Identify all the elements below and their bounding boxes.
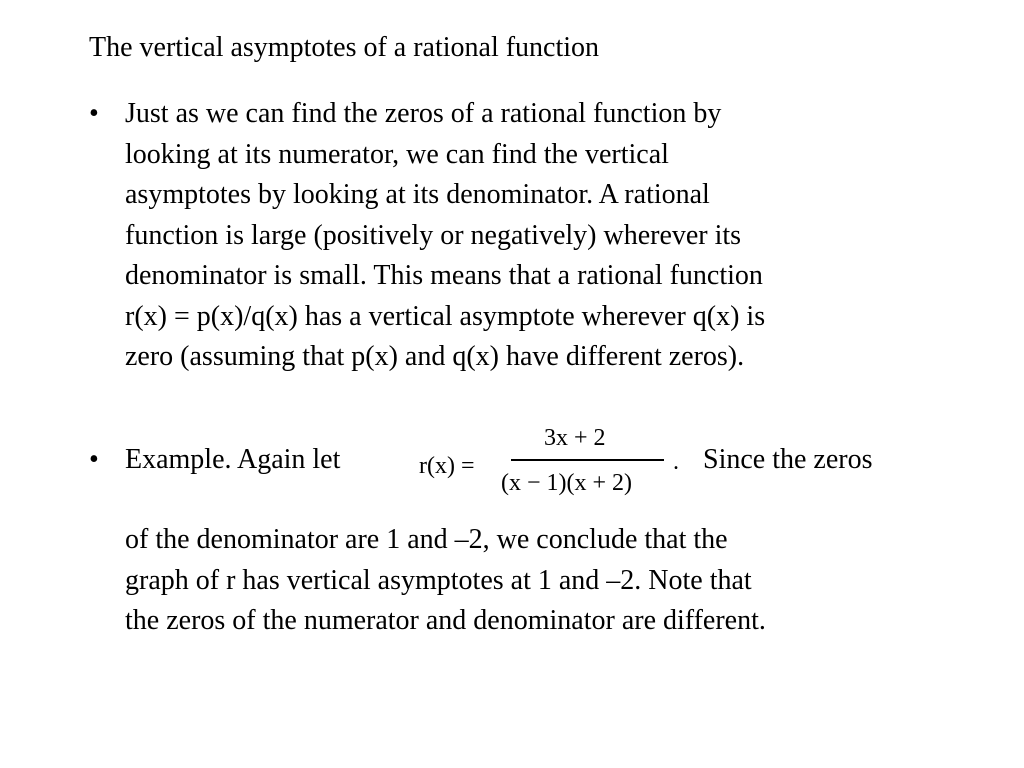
formula-lhs: r(x) = [419, 453, 475, 479]
fraction-bar [511, 459, 664, 461]
bullet-text-1 [125, 94, 925, 378]
text-line: looking at its numerator, we can find the vertical [125, 138, 669, 170]
example-lead-text: Example. Again let [125, 444, 341, 475]
text-line: graph of r has vertical asymptotes at 1 and –2. Note that [125, 564, 752, 596]
example-tail-text: Since the zeros [703, 444, 873, 475]
formula-numerator: 3x + 2 [544, 425, 606, 451]
text-line: denominator is small. This means that a rational function [125, 260, 763, 291]
bullet-marker: • [89, 444, 99, 475]
formula-terminator: . [673, 449, 679, 475]
example-continuation [125, 520, 766, 642]
text-line: the zeros of the numerator and denominator are different. [125, 605, 766, 636]
text-line: function is large (positively or negatively) wherever its [125, 219, 742, 251]
slide-title: The vertical asymptotes of a rational function [89, 32, 600, 63]
formula-denominator: (x − 1)(x + 2) [501, 470, 633, 496]
text-line: of the denominator are 1 and –2, we conclude that the [125, 524, 728, 555]
text-line: r(x) = p(x)/q(x) has a vertical asymptote wherever q(x) is [125, 300, 766, 332]
text-line: zero (assuming that p(x) and q(x) have different zeros). [125, 341, 745, 372]
bullet-marker: • [89, 98, 99, 129]
text-line: Just as we can find the zeros of a rational function by [125, 98, 722, 129]
text-line: asymptotes by looking at its denominator. A rational [125, 179, 710, 210]
rational-function-formula [419, 422, 684, 502]
